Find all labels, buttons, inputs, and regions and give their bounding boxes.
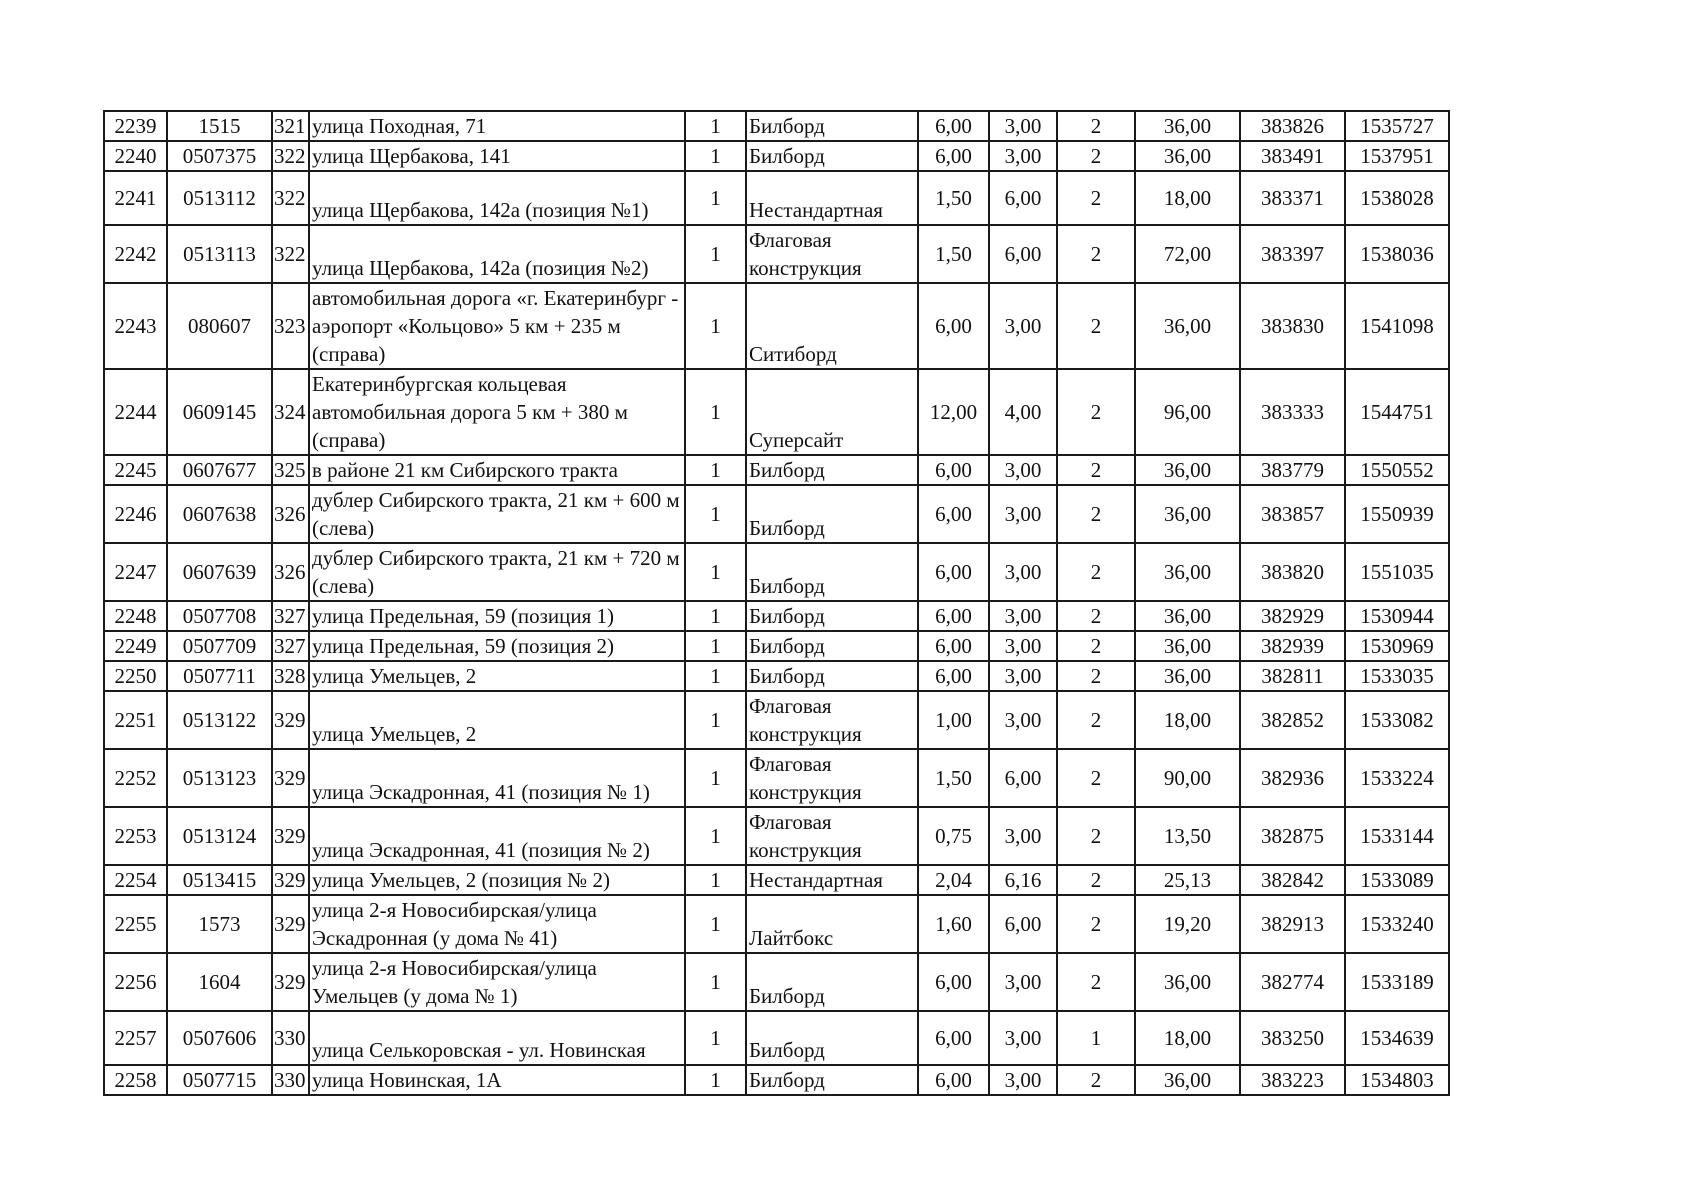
cell-area-value: 13,50 (1135, 807, 1240, 865)
cell-x-coordinate: 383857 (1240, 485, 1345, 543)
cell-area-value: 36,00 (1135, 1065, 1240, 1095)
cell-x-coordinate: 382913 (1240, 895, 1345, 953)
cell-address: автомобильная дорога «г. Екатеринбург - аэропорт «Кольцово» 5 км + 235 м (справа) (309, 283, 685, 369)
cell-x-coordinate: 383830 (1240, 283, 1345, 369)
cell-zone-number: 327 (272, 601, 309, 631)
cell-address: улица Умельцев, 2 (309, 691, 685, 749)
cell-width-value: 6,00 (918, 1065, 989, 1095)
cell-height-value: 3,00 (989, 111, 1057, 141)
cell-zone-number: 327 (272, 631, 309, 661)
cell-height-value: 6,00 (989, 749, 1057, 807)
cell-x-coordinate: 383223 (1240, 1065, 1345, 1095)
cell-structure-code: 0513112 (167, 171, 272, 225)
cell-structure-code: 1604 (167, 953, 272, 1011)
cell-height-value: 6,00 (989, 895, 1057, 953)
cell-area-value: 90,00 (1135, 749, 1240, 807)
cell-structure-code: 0507709 (167, 631, 272, 661)
cell-x-coordinate: 383491 (1240, 141, 1345, 171)
cell-area-value: 18,00 (1135, 1011, 1240, 1065)
cell-area-value: 19,20 (1135, 895, 1240, 953)
cell-width-value: 6,00 (918, 455, 989, 485)
cell-height-value: 3,00 (989, 455, 1057, 485)
cell-structure-code: 0513123 (167, 749, 272, 807)
cell-row-number: 2243 (104, 283, 167, 369)
cell-y-coordinate: 1550552 (1345, 455, 1449, 485)
cell-y-coordinate: 1551035 (1345, 543, 1449, 601)
cell-width-value: 6,00 (918, 111, 989, 141)
cell-area-value: 36,00 (1135, 111, 1240, 141)
table-row (104, 691, 1449, 749)
cell-y-coordinate: 1533240 (1345, 895, 1449, 953)
cell-structure-code: 1573 (167, 895, 272, 953)
cell-x-coordinate: 382842 (1240, 865, 1345, 895)
cell-sides-count: 2 (1057, 953, 1135, 1011)
cell-width-value: 1,50 (918, 171, 989, 225)
cell-x-coordinate: 383397 (1240, 225, 1345, 283)
cell-row-number: 2240 (104, 141, 167, 171)
cell-quantity: 1 (685, 111, 746, 141)
cell-row-number: 2255 (104, 895, 167, 953)
cell-address: улица Умельцев, 2 (позиция № 2) (309, 865, 685, 895)
cell-height-value: 3,00 (989, 543, 1057, 601)
cell-y-coordinate: 1537951 (1345, 141, 1449, 171)
cell-structure-type: Билборд (746, 1065, 918, 1095)
cell-structure-type: Билборд (746, 141, 918, 171)
cell-structure-type: Билборд (746, 111, 918, 141)
cell-y-coordinate: 1530969 (1345, 631, 1449, 661)
cell-zone-number: 329 (272, 807, 309, 865)
cell-structure-type: Билборд (746, 661, 918, 691)
table-row (104, 1065, 1449, 1095)
cell-quantity: 1 (685, 141, 746, 171)
cell-quantity: 1 (685, 1065, 746, 1095)
cell-address: улица Щербакова, 142а (позиция №1) (309, 171, 685, 225)
cell-address: Екатеринбургская кольцевая автомобильная дорога 5 км + 380 м (справа) (309, 369, 685, 455)
table-row (104, 601, 1449, 631)
cell-zone-number: 329 (272, 895, 309, 953)
cell-row-number: 2257 (104, 1011, 167, 1065)
table-row (104, 661, 1449, 691)
cell-y-coordinate: 1533035 (1345, 661, 1449, 691)
cell-area-value: 72,00 (1135, 225, 1240, 283)
cell-row-number: 2244 (104, 369, 167, 455)
cell-sides-count: 2 (1057, 141, 1135, 171)
cell-y-coordinate: 1533189 (1345, 953, 1449, 1011)
cell-structure-type: Билборд (746, 485, 918, 543)
cell-structure-code: 0607639 (167, 543, 272, 601)
cell-structure-type: Билборд (746, 631, 918, 661)
cell-width-value: 1,50 (918, 225, 989, 283)
cell-structure-code: 080607 (167, 283, 272, 369)
cell-height-value: 6,00 (989, 171, 1057, 225)
cell-quantity: 1 (685, 631, 746, 661)
cell-row-number: 2254 (104, 865, 167, 895)
cell-width-value: 6,00 (918, 283, 989, 369)
cell-address: улица 2-я Новосибирская/улица Эскадронная (у дома № 41) (309, 895, 685, 953)
cell-address: улица Щербакова, 142а (позиция №2) (309, 225, 685, 283)
cell-row-number: 2239 (104, 111, 167, 141)
cell-address: улица Предельная, 59 (позиция 1) (309, 601, 685, 631)
cell-x-coordinate: 382774 (1240, 953, 1345, 1011)
cell-row-number: 2251 (104, 691, 167, 749)
cell-y-coordinate: 1534803 (1345, 1065, 1449, 1095)
cell-zone-number: 330 (272, 1011, 309, 1065)
cell-sides-count: 2 (1057, 171, 1135, 225)
cell-height-value: 3,00 (989, 485, 1057, 543)
cell-width-value: 6,00 (918, 1011, 989, 1065)
cell-address: в районе 21 км Сибирского тракта (309, 455, 685, 485)
cell-quantity: 1 (685, 543, 746, 601)
cell-address: улица Эскадронная, 41 (позиция № 2) (309, 807, 685, 865)
cell-address: улица Предельная, 59 (позиция 2) (309, 631, 685, 661)
cell-row-number: 2241 (104, 171, 167, 225)
cell-area-value: 36,00 (1135, 283, 1240, 369)
table-row (104, 631, 1449, 661)
cell-sides-count: 2 (1057, 601, 1135, 631)
cell-address: улица Умельцев, 2 (309, 661, 685, 691)
cell-y-coordinate: 1535727 (1345, 111, 1449, 141)
cell-quantity: 1 (685, 485, 746, 543)
cell-area-value: 36,00 (1135, 543, 1240, 601)
cell-row-number: 2249 (104, 631, 167, 661)
cell-sides-count: 2 (1057, 749, 1135, 807)
cell-row-number: 2248 (104, 601, 167, 631)
cell-y-coordinate: 1544751 (1345, 369, 1449, 455)
cell-zone-number: 322 (272, 171, 309, 225)
cell-zone-number: 330 (272, 1065, 309, 1095)
cell-sides-count: 2 (1057, 485, 1135, 543)
cell-structure-type: Флаговая конструкция (746, 225, 918, 283)
table-row (104, 953, 1449, 1011)
cell-zone-number: 322 (272, 225, 309, 283)
cell-structure-type: Билборд (746, 1011, 918, 1065)
cell-structure-type: Билборд (746, 953, 918, 1011)
table-row (104, 807, 1449, 865)
cell-y-coordinate: 1550939 (1345, 485, 1449, 543)
cell-y-coordinate: 1533144 (1345, 807, 1449, 865)
table-row (104, 455, 1449, 485)
cell-address: улица Щербакова, 141 (309, 141, 685, 171)
cell-structure-type: Нестандартная (746, 865, 918, 895)
cell-structure-type: Лайтбокс (746, 895, 918, 953)
cell-structure-code: 0507375 (167, 141, 272, 171)
cell-width-value: 1,50 (918, 749, 989, 807)
cell-row-number: 2256 (104, 953, 167, 1011)
cell-quantity: 1 (685, 369, 746, 455)
register-table (103, 110, 1450, 1096)
cell-y-coordinate: 1533089 (1345, 865, 1449, 895)
cell-row-number: 2258 (104, 1065, 167, 1095)
cell-x-coordinate: 382875 (1240, 807, 1345, 865)
cell-width-value: 1,00 (918, 691, 989, 749)
cell-structure-code: 0507606 (167, 1011, 272, 1065)
cell-quantity: 1 (685, 865, 746, 895)
cell-zone-number: 329 (272, 749, 309, 807)
cell-structure-type: Флаговая конструкция (746, 749, 918, 807)
cell-x-coordinate: 383371 (1240, 171, 1345, 225)
cell-row-number: 2252 (104, 749, 167, 807)
cell-sides-count: 2 (1057, 455, 1135, 485)
cell-y-coordinate: 1533082 (1345, 691, 1449, 749)
cell-quantity: 1 (685, 1011, 746, 1065)
cell-sides-count: 1 (1057, 1011, 1135, 1065)
cell-y-coordinate: 1533224 (1345, 749, 1449, 807)
cell-address: улица Новинская, 1А (309, 1065, 685, 1095)
cell-sides-count: 2 (1057, 543, 1135, 601)
cell-width-value: 6,00 (918, 485, 989, 543)
cell-area-value: 18,00 (1135, 171, 1240, 225)
cell-quantity: 1 (685, 807, 746, 865)
cell-area-value: 96,00 (1135, 369, 1240, 455)
cell-width-value: 6,00 (918, 601, 989, 631)
cell-sides-count: 2 (1057, 691, 1135, 749)
cell-width-value: 1,60 (918, 895, 989, 953)
register-body (104, 111, 1449, 1095)
cell-height-value: 4,00 (989, 369, 1057, 455)
cell-address: дублер Сибирского тракта, 21 км + 720 м (слева) (309, 543, 685, 601)
cell-address: улица Эскадронная, 41 (позиция № 1) (309, 749, 685, 807)
cell-quantity: 1 (685, 601, 746, 631)
cell-x-coordinate: 383779 (1240, 455, 1345, 485)
cell-sides-count: 2 (1057, 1065, 1135, 1095)
cell-structure-code: 0513113 (167, 225, 272, 283)
cell-sides-count: 2 (1057, 631, 1135, 661)
cell-area-value: 36,00 (1135, 953, 1240, 1011)
cell-x-coordinate: 382811 (1240, 661, 1345, 691)
cell-x-coordinate: 382852 (1240, 691, 1345, 749)
cell-zone-number: 322 (272, 141, 309, 171)
cell-y-coordinate: 1541098 (1345, 283, 1449, 369)
cell-structure-type: Билборд (746, 543, 918, 601)
cell-x-coordinate: 383250 (1240, 1011, 1345, 1065)
cell-area-value: 36,00 (1135, 141, 1240, 171)
cell-row-number: 2250 (104, 661, 167, 691)
cell-height-value: 6,16 (989, 865, 1057, 895)
cell-zone-number: 323 (272, 283, 309, 369)
cell-width-value: 0,75 (918, 807, 989, 865)
table-row (104, 865, 1449, 895)
cell-height-value: 3,00 (989, 691, 1057, 749)
cell-zone-number: 329 (272, 953, 309, 1011)
cell-sides-count: 2 (1057, 661, 1135, 691)
cell-height-value: 3,00 (989, 953, 1057, 1011)
cell-sides-count: 2 (1057, 807, 1135, 865)
cell-address: улица Походная, 71 (309, 111, 685, 141)
cell-quantity: 1 (685, 691, 746, 749)
cell-structure-code: 1515 (167, 111, 272, 141)
cell-height-value: 3,00 (989, 283, 1057, 369)
cell-y-coordinate: 1538028 (1345, 171, 1449, 225)
table-row (104, 171, 1449, 225)
table-row (104, 111, 1449, 141)
cell-quantity: 1 (685, 749, 746, 807)
cell-x-coordinate: 382929 (1240, 601, 1345, 631)
cell-width-value: 6,00 (918, 141, 989, 171)
cell-sides-count: 2 (1057, 225, 1135, 283)
table-row (104, 141, 1449, 171)
cell-structure-type: Флаговая конструкция (746, 691, 918, 749)
cell-structure-type: Билборд (746, 455, 918, 485)
cell-sides-count: 2 (1057, 369, 1135, 455)
cell-quantity: 1 (685, 661, 746, 691)
cell-row-number: 2247 (104, 543, 167, 601)
cell-quantity: 1 (685, 225, 746, 283)
cell-y-coordinate: 1538036 (1345, 225, 1449, 283)
cell-quantity: 1 (685, 895, 746, 953)
table-row (104, 369, 1449, 455)
cell-height-value: 3,00 (989, 1065, 1057, 1095)
cell-zone-number: 326 (272, 543, 309, 601)
cell-structure-type: Флаговая конструкция (746, 807, 918, 865)
cell-structure-code: 0513122 (167, 691, 272, 749)
table-row (104, 1011, 1449, 1065)
cell-zone-number: 326 (272, 485, 309, 543)
cell-address: дублер Сибирского тракта, 21 км + 600 м (слева) (309, 485, 685, 543)
cell-width-value: 6,00 (918, 631, 989, 661)
cell-structure-type: Суперсайт (746, 369, 918, 455)
cell-row-number: 2246 (104, 485, 167, 543)
cell-structure-code: 0507715 (167, 1065, 272, 1095)
cell-height-value: 3,00 (989, 601, 1057, 631)
cell-sides-count: 2 (1057, 283, 1135, 369)
cell-structure-code: 0507708 (167, 601, 272, 631)
cell-height-value: 6,00 (989, 225, 1057, 283)
cell-x-coordinate: 382936 (1240, 749, 1345, 807)
table-row (104, 543, 1449, 601)
cell-width-value: 6,00 (918, 543, 989, 601)
cell-quantity: 1 (685, 283, 746, 369)
cell-quantity: 1 (685, 455, 746, 485)
cell-address: улица Селькоровская - ул. Новинская (309, 1011, 685, 1065)
cell-zone-number: 329 (272, 691, 309, 749)
cell-height-value: 3,00 (989, 141, 1057, 171)
table-row (104, 485, 1449, 543)
cell-width-value: 6,00 (918, 953, 989, 1011)
cell-quantity: 1 (685, 171, 746, 225)
cell-structure-code: 0513124 (167, 807, 272, 865)
cell-x-coordinate: 382939 (1240, 631, 1345, 661)
cell-row-number: 2253 (104, 807, 167, 865)
cell-x-coordinate: 383826 (1240, 111, 1345, 141)
cell-address: улица 2-я Новосибирская/улица Умельцев (у дома № 1) (309, 953, 685, 1011)
cell-width-value: 6,00 (918, 661, 989, 691)
cell-area-value: 36,00 (1135, 485, 1240, 543)
cell-structure-code: 0507711 (167, 661, 272, 691)
cell-structure-type: Билборд (746, 601, 918, 631)
cell-zone-number: 328 (272, 661, 309, 691)
cell-x-coordinate: 383820 (1240, 543, 1345, 601)
cell-area-value: 36,00 (1135, 455, 1240, 485)
cell-area-value: 36,00 (1135, 631, 1240, 661)
cell-structure-type: Нестандартная (746, 171, 918, 225)
cell-structure-code: 0607677 (167, 455, 272, 485)
table-row (104, 225, 1449, 283)
cell-height-value: 3,00 (989, 807, 1057, 865)
cell-row-number: 2242 (104, 225, 167, 283)
cell-y-coordinate: 1530944 (1345, 601, 1449, 631)
cell-structure-code: 0609145 (167, 369, 272, 455)
cell-area-value: 36,00 (1135, 601, 1240, 631)
cell-width-value: 12,00 (918, 369, 989, 455)
cell-area-value: 25,13 (1135, 865, 1240, 895)
table-row (104, 749, 1449, 807)
cell-zone-number: 321 (272, 111, 309, 141)
cell-sides-count: 2 (1057, 111, 1135, 141)
cell-width-value: 2,04 (918, 865, 989, 895)
cell-area-value: 36,00 (1135, 661, 1240, 691)
cell-sides-count: 2 (1057, 895, 1135, 953)
cell-structure-type: Ситиборд (746, 283, 918, 369)
cell-row-number: 2245 (104, 455, 167, 485)
table-row (104, 895, 1449, 953)
cell-height-value: 3,00 (989, 631, 1057, 661)
cell-quantity: 1 (685, 953, 746, 1011)
cell-structure-code: 0607638 (167, 485, 272, 543)
cell-zone-number: 329 (272, 865, 309, 895)
cell-zone-number: 325 (272, 455, 309, 485)
cell-sides-count: 2 (1057, 865, 1135, 895)
cell-area-value: 18,00 (1135, 691, 1240, 749)
table-row (104, 283, 1449, 369)
cell-height-value: 3,00 (989, 661, 1057, 691)
cell-y-coordinate: 1534639 (1345, 1011, 1449, 1065)
cell-zone-number: 324 (272, 369, 309, 455)
cell-x-coordinate: 383333 (1240, 369, 1345, 455)
cell-structure-code: 0513415 (167, 865, 272, 895)
cell-height-value: 3,00 (989, 1011, 1057, 1065)
